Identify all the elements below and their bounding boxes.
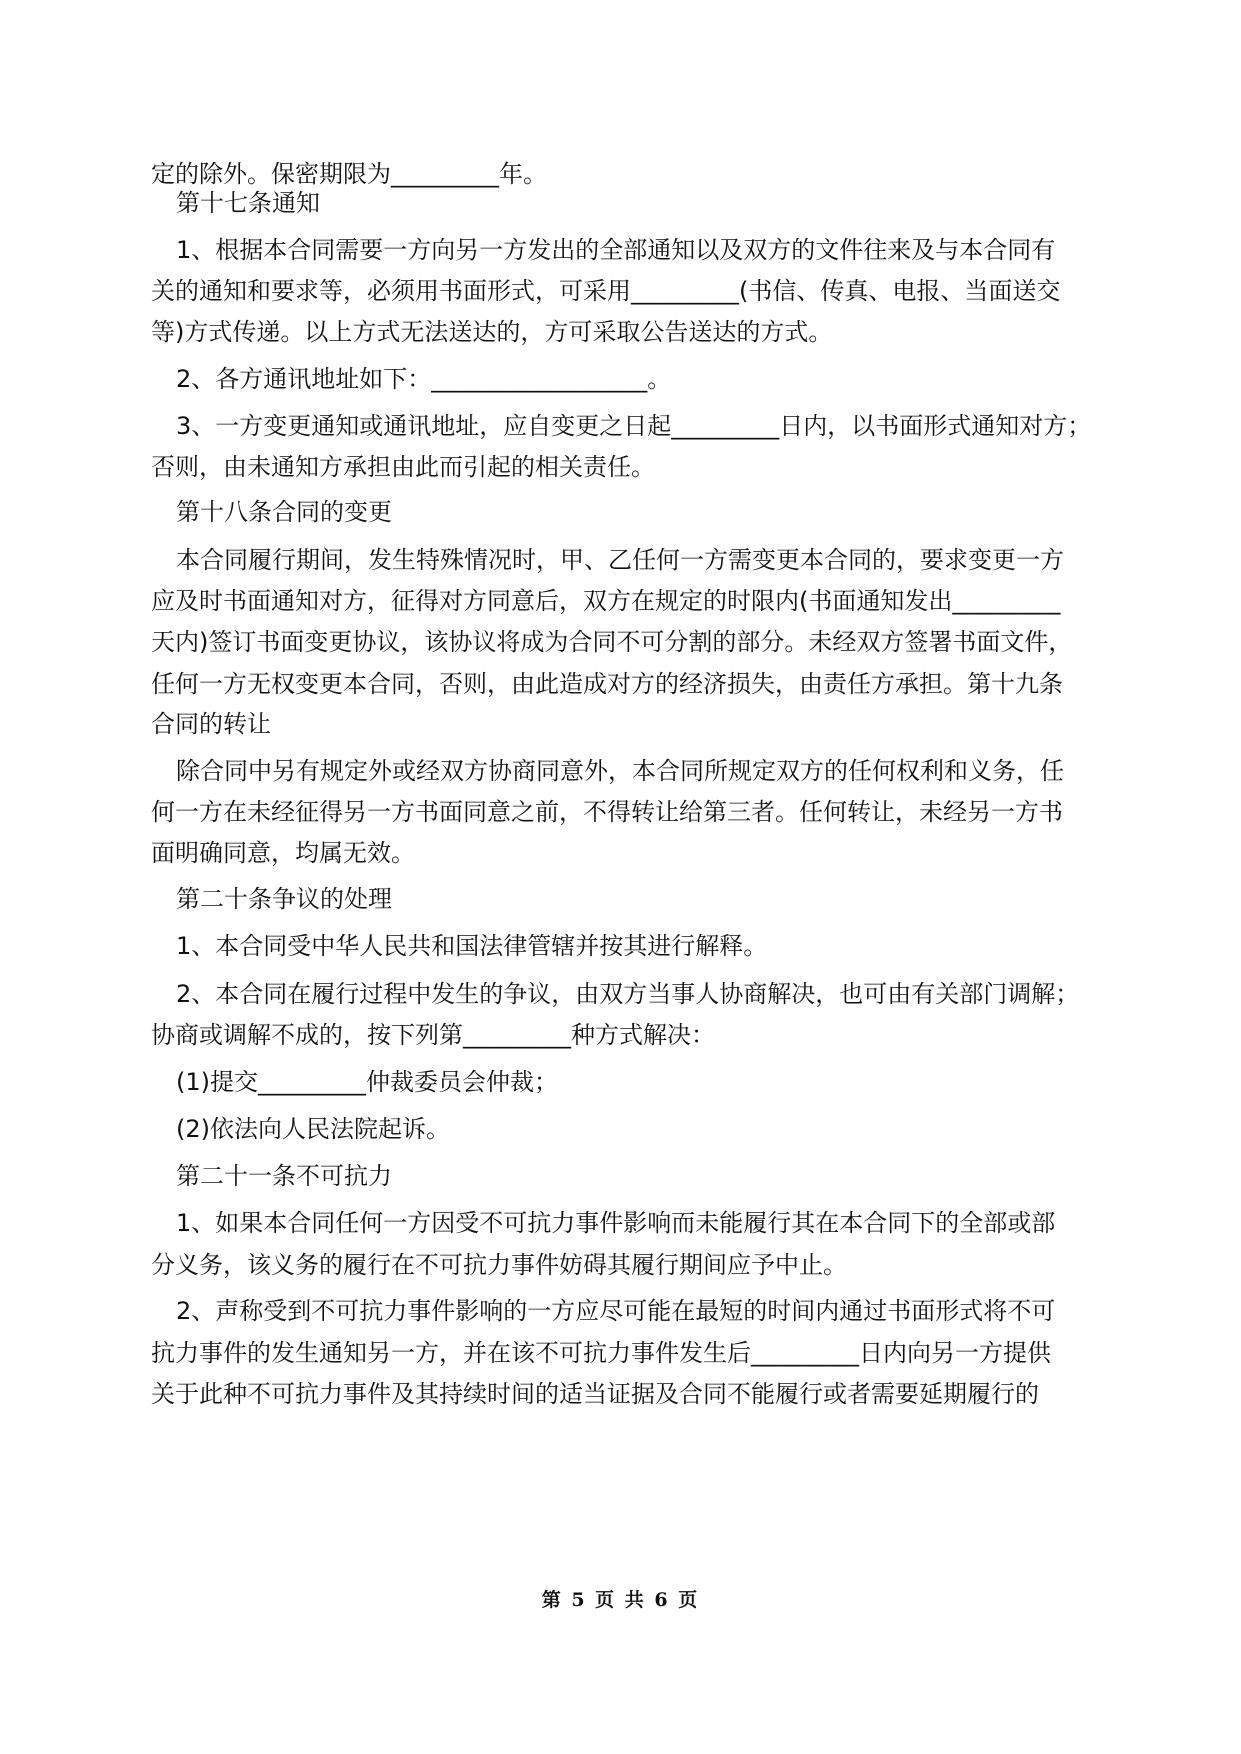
text-line: 面明确同意，均属无效。 (151, 839, 415, 867)
text-line: 否则，由未通知方承担由此而引起的相关责任。 (151, 453, 655, 481)
text-line: 定的除外。保密期限为_________年。 (151, 160, 547, 188)
page-number-footer: 第 5 页 共 6 页 (541, 1589, 700, 1611)
text-line: 1、如果本合同任何一方因受不可抗力事件影响而未能履行其在本合同下的全部或部 (176, 1209, 1056, 1237)
text-line: 抗力事件的发生通知另一方，并在该不可抗力事件发生后_________日内向另一方提供 (151, 1339, 1051, 1367)
text-line: (1)提交_________仲裁委员会仲裁； (176, 1068, 558, 1096)
text-line: 合同的转让 (151, 710, 271, 738)
text-line: 2、各方通讯地址如下：__________________。 (176, 365, 672, 393)
section-heading: 第二十一条不可抗力 (176, 1162, 392, 1190)
section-heading: 第十八条合同的变更 (176, 498, 392, 526)
text-line: 1、根据本合同需要一方向另一方发出的全部通知以及双方的文件往来及与本合同有 (176, 236, 1056, 264)
text-line: 等)方式传递。以上方式无法送达的，方可采取公告送达的方式。 (151, 318, 833, 346)
text-line: (2)依法向人民法院起诉。 (176, 1115, 450, 1143)
text-line: 分义务，该义务的履行在不可抗力事件妨碍其履行期间应予中止。 (151, 1251, 847, 1279)
text-line: 何一方在未经征得另一方书面同意之前，不得转让给第三者。任何转让，未经另一方书 (151, 798, 1063, 826)
text-line: 天内)签订书面变更协议，该协议将成为合同不可分割的部分。未经双方签署书面文件， (151, 628, 1073, 656)
text-line: 3、一方变更通知或通讯地址，应自变更之日起_________日内，以书面形式通知对方； (176, 412, 1092, 440)
text-line: 2、本合同在履行过程中发生的争议，由双方当事人协商解决，也可由有关部门调解； (176, 980, 1080, 1008)
text-line: 1、本合同受中华人民共和国法律管辖并按其进行解释。 (176, 932, 768, 960)
text-line: 任何一方无权变更本合同，否则，由此造成对方的经济损失，由责任方承担。第十九条 (151, 670, 1063, 698)
text-line: 关的通知和要求等，必须用书面形式，可采用_________(书信、传真、电报、当面送交 (151, 277, 1061, 305)
text-line: 应及时书面通知对方，征得对方同意后，双方在规定的时限内(书面通知发出_________ (151, 587, 1061, 615)
text-line: 本合同履行期间，发生特殊情况时，甲、乙任何一方需变更本合同的，要求变更一方 (176, 546, 1064, 574)
text-line: 2、声称受到不可抗力事件影响的一方应尽可能在最短的时间内通过书面形式将不可 (176, 1297, 1056, 1325)
text-line: 除合同中另有规定外或经双方协商同意外，本合同所规定双方的任何权利和义务，任 (176, 757, 1064, 785)
text-line: 协商或调解不成的，按下列第_________种方式解决： (151, 1021, 715, 1049)
text-line: 关于此种不可抗力事件及其持续时间的适当证据及合同不能履行或者需要延期履行的 (151, 1380, 1039, 1408)
section-heading: 第二十条争议的处理 (176, 885, 392, 913)
section-heading: 第十七条通知 (176, 189, 320, 217)
